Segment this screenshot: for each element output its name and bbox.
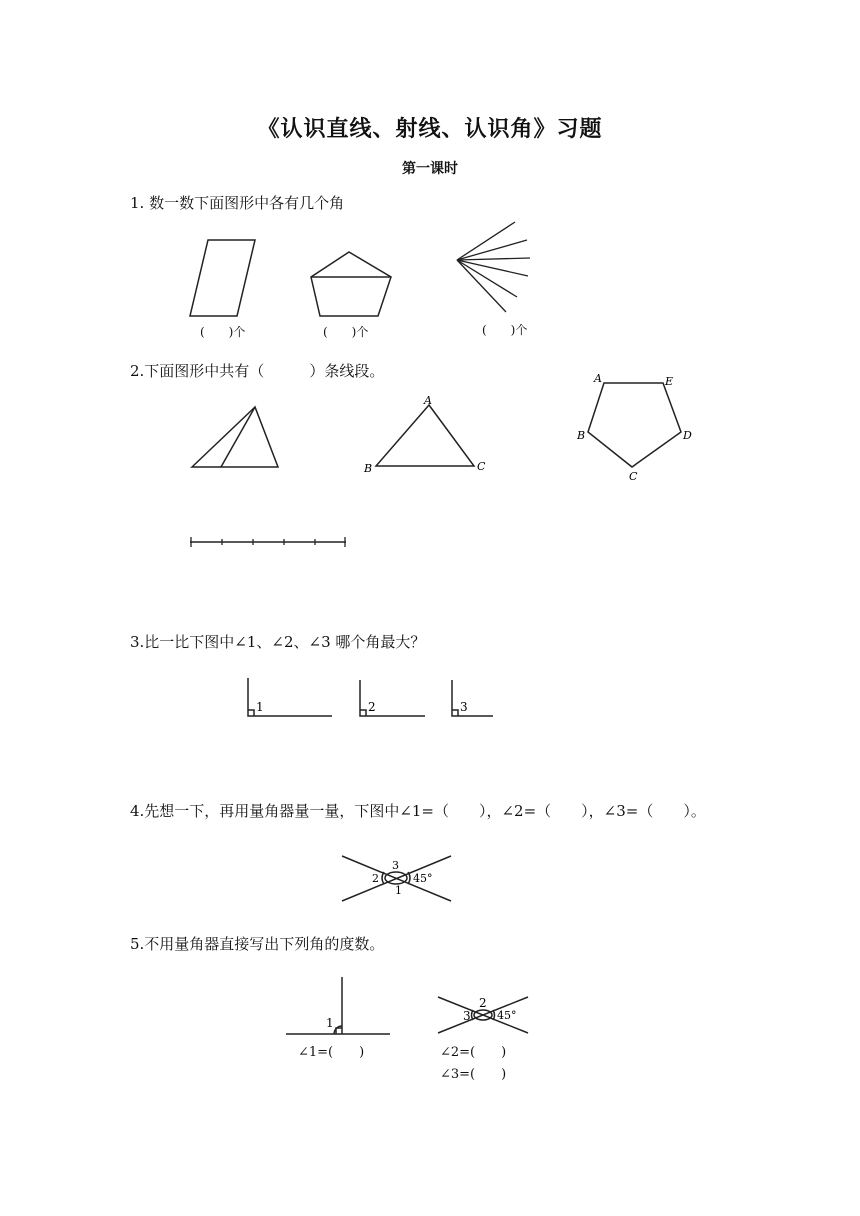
q5-text: 5.不用量角器直接写出下列角的度数。 xyxy=(130,935,385,953)
q1-blank-3[interactable]: ( )个 xyxy=(482,323,528,337)
q5-label-3: 3 xyxy=(463,1009,471,1023)
q5-label-2: 2 xyxy=(479,996,487,1010)
q4-label-45: 45° xyxy=(413,872,433,885)
q3-angle-label-3: 3 xyxy=(460,700,468,714)
page-subtitle: 第一课时 xyxy=(402,161,458,177)
q2-label-C: C xyxy=(477,460,486,473)
q4-label-3: 3 xyxy=(392,859,399,872)
q1-blank-2[interactable]: ( )个 xyxy=(323,325,369,339)
q5-answer-3[interactable]: ∠3=( ) xyxy=(440,1067,507,1082)
q4-text: 4.先想一下，再用量角器量一量，下图中∠1=（ ），∠2=（ ），∠3=（ ）。 xyxy=(130,802,706,820)
q2-pent-label-D: D xyxy=(683,429,692,442)
q1-blank-1[interactable]: ( )个 xyxy=(200,325,246,339)
q5-answer-1[interactable]: ∠1=( ) xyxy=(298,1045,365,1060)
q1-text: 1. 数一数下面图形中各有几个角 xyxy=(130,194,345,212)
q2-pent-label-C: C xyxy=(629,470,638,483)
q3-text: 3.比一比下图中∠1、∠2、∠3 哪个角最大？ xyxy=(130,633,426,651)
q2-label-A: A xyxy=(424,394,432,407)
q5-label-45: 45° xyxy=(497,1009,517,1022)
q2-text: 2.下面图形中共有（ ）条线段。 xyxy=(130,362,385,380)
q5-angle-label-1: 1 xyxy=(326,1016,334,1030)
q5-answer-2[interactable]: ∠2=( ) xyxy=(440,1045,507,1060)
page-title: 《认识直线、射线、认识角》习题 xyxy=(257,116,603,142)
q2-pent-label-E: E xyxy=(665,375,674,388)
q3-angle-label-1: 1 xyxy=(256,700,264,714)
q4-label-1: 1 xyxy=(395,884,402,897)
q2-label-B: B xyxy=(364,462,373,475)
q3-angle-label-2: 2 xyxy=(368,700,376,714)
q2-pent-label-A: A xyxy=(594,372,602,385)
q4-label-2: 2 xyxy=(372,872,379,885)
q2-pent-label-B: B xyxy=(577,429,586,442)
